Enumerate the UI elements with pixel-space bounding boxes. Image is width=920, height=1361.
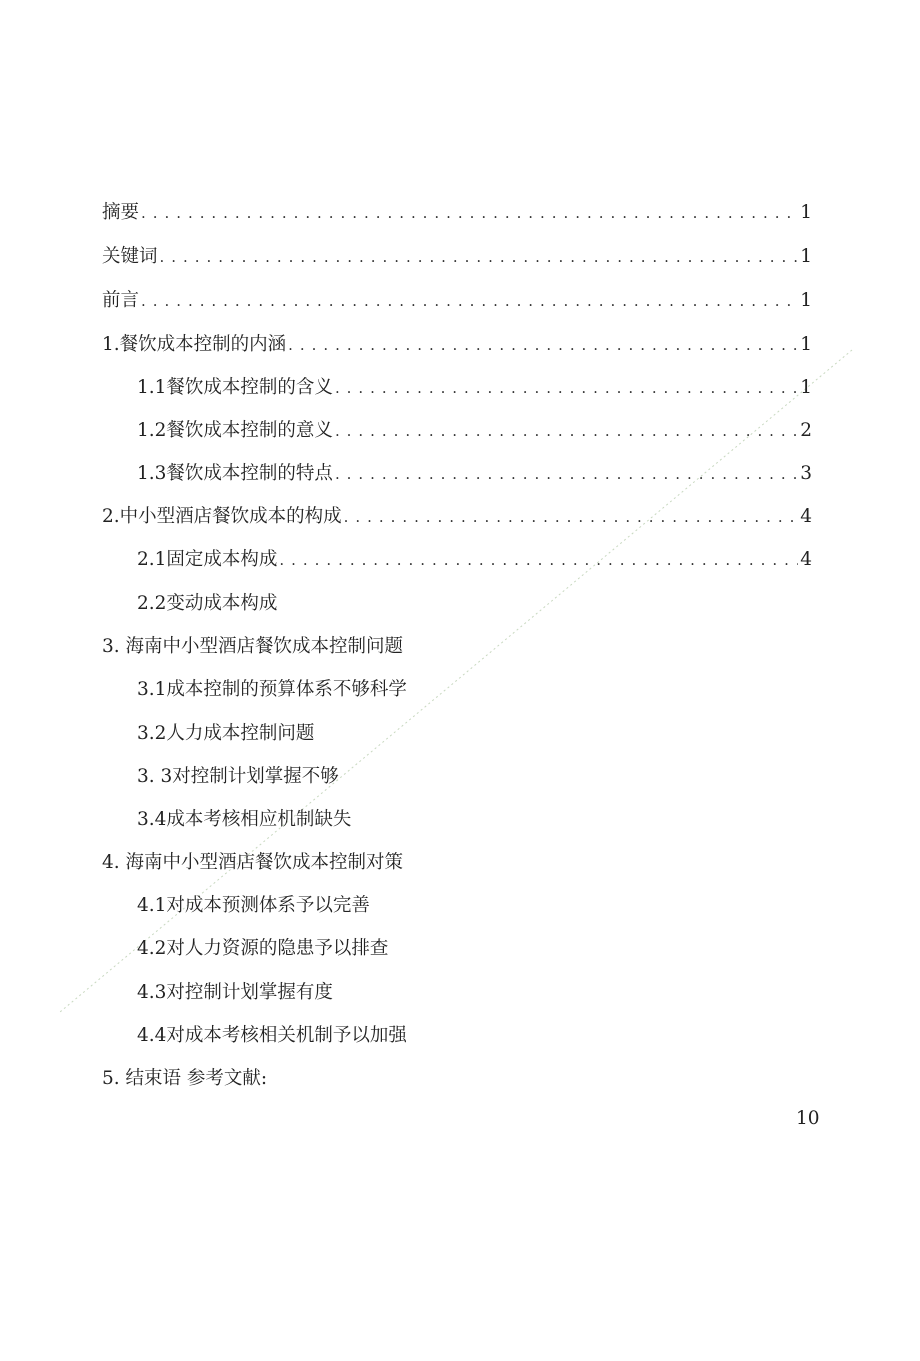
toc-entry[interactable] [137,547,812,573]
toc-entry-title: 3.1成本控制的预算体系不够科学 [137,679,407,700]
toc-entry-title: 1.2餐饮成本控制的意义 [137,420,333,441]
toc-dot-leader [335,418,798,444]
toc-entry-title: 5. 结束语 参考文献: [102,1068,268,1089]
toc-entry[interactable] [137,418,812,444]
toc-entry[interactable] [102,850,812,876]
toc-entry-title: 2.2变动成本构成 [137,593,278,614]
toc-entry-title: 前言 [102,290,140,311]
toc-entry-page: 1 [800,246,812,267]
toc-dot-leader [160,244,799,270]
toc-entry[interactable] [102,634,812,660]
toc-entry[interactable] [102,288,812,314]
toc-entry-title: 关键词 [102,246,158,267]
toc-entry-title: 3.4成本考核相应机制缺失 [137,809,352,830]
toc-entry[interactable] [137,807,812,833]
toc-entry[interactable] [102,244,812,270]
page-number: 10 [796,1108,820,1129]
toc-entry-page: 1 [800,334,812,355]
toc-entry[interactable] [137,591,812,617]
toc-entry[interactable] [137,936,812,962]
toc-entry[interactable] [137,1023,812,1049]
toc-dot-leader [335,461,798,487]
toc-entry-title: 3. 海南中小型酒店餐饮成本控制问题 [102,636,404,657]
toc-entry-title: 1.餐饮成本控制的内涵 [102,334,287,355]
toc-entry[interactable] [102,1066,812,1092]
toc-entry[interactable] [137,980,812,1006]
toc-entry-title: 摘要 [102,202,140,223]
toc-dot-leader [288,332,798,358]
toc-dot-leader [141,288,798,314]
toc-entry-title: 2.1固定成本构成 [137,549,278,570]
toc-entry-title: 4. 海南中小型酒店餐饮成本控制对策 [102,852,404,873]
toc-entry[interactable] [102,332,812,358]
toc-entry-title: 2.中小型酒店餐饮成本的构成 [102,506,342,527]
toc-entry-page: 2 [800,420,812,441]
toc-entry-title: 1.1餐饮成本控制的含义 [137,377,333,398]
toc-dot-leader [344,504,799,530]
toc-entry-title: 1.3餐饮成本控制的特点 [137,463,333,484]
toc-entry-page: 4 [800,506,812,527]
toc-entry[interactable] [137,677,812,703]
toc-entry-title: 3. 3对控制计划掌握不够 [137,766,339,787]
toc-entry-title: 4.4对成本考核相关机制予以加强 [137,1025,407,1046]
toc-entry-page: 1 [800,202,812,223]
toc-entry-page: 1 [800,290,812,311]
toc-entry-page: 3 [800,463,812,484]
toc-entry[interactable] [102,200,812,226]
toc-dot-leader [279,547,798,573]
toc-entry-title: 4.1对成本预测体系予以完善 [137,895,370,916]
toc-entry[interactable] [137,764,812,790]
toc-entry[interactable] [137,721,812,747]
toc-dot-leader [335,375,798,401]
toc-entry-page: 4 [800,549,812,570]
toc-entry-title: 3.2人力成本控制问题 [137,723,315,744]
toc-entry[interactable] [137,461,812,487]
toc-entry-title: 4.3对控制计划掌握有度 [137,982,333,1003]
toc-entry[interactable] [137,375,812,401]
toc-entry-title: 4.2对人力资源的隐患予以排查 [137,938,389,959]
toc-entry-page: 1 [800,377,812,398]
toc-entry[interactable] [137,893,812,919]
toc-dot-leader [141,200,798,226]
toc-entry[interactable] [102,504,812,530]
